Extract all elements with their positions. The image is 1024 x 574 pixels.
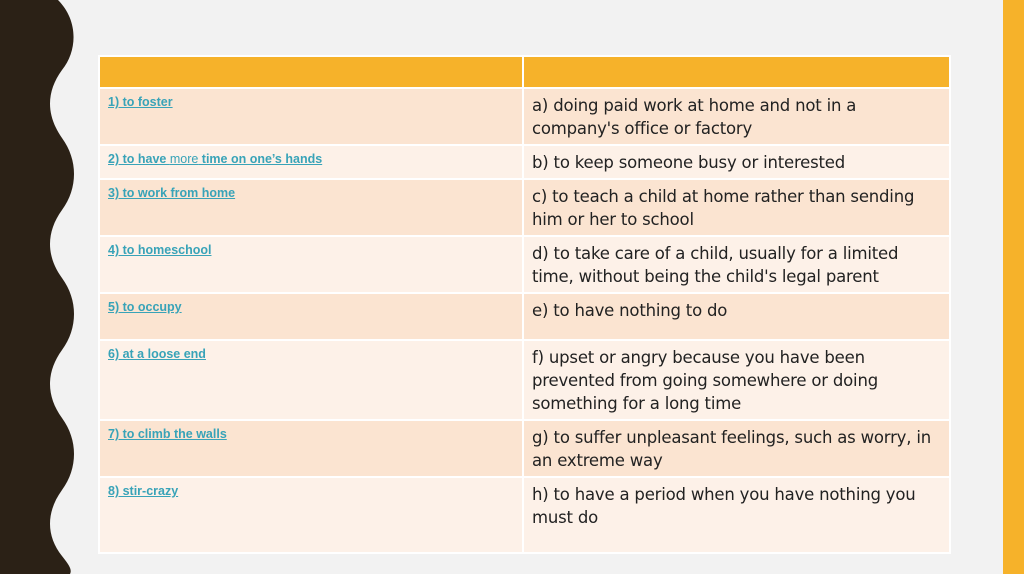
table-row [99,145,950,179]
term-link[interactable]: 1) to foster [108,95,173,109]
table-row [99,236,950,293]
definition-text: f) upset or angry because you have been prevented from going somewhere or doing something for a long time [532,348,878,413]
definition-text: d) to take care of a child, usually for a limited time, without being the child's legal parent [532,244,899,286]
term-link[interactable]: 6) at a loose end [108,347,206,361]
table-row [99,88,950,145]
definition-text: b) to keep someone busy or interested [532,153,846,172]
term-part: time on one’s hands [198,152,323,166]
accent-side-bar [1003,0,1024,574]
definition-text: a) doing paid work at home and not in a company's office or factory [532,96,857,138]
header-cell-left [99,56,523,88]
table-row [99,340,950,420]
term-link[interactable]: 4) to homeschool [108,243,212,257]
header-cell-right [523,56,950,88]
term-link[interactable]: 8) stir-crazy [108,484,179,498]
table-header-row [99,56,950,88]
table-row [99,179,950,236]
term-link[interactable] [100,146,522,166]
definition-text: h) to have a period when you have nothing you must do [532,485,916,527]
term-part: more [169,152,199,166]
vocabulary-matching-table [98,55,951,554]
table-row [99,420,950,477]
term-link[interactable]: 3) to work from home [108,186,236,200]
term-link[interactable]: 5) to occupy [108,300,182,314]
definition-text: g) to suffer unpleasant feelings, such as worry, in an extreme way [532,428,931,470]
term-link[interactable]: 7) to climb the walls [108,427,227,441]
wavy-dark-band [0,0,80,574]
definition-text: e) to have nothing to do [532,301,728,320]
table-row [99,293,950,340]
definition-text: c) to teach a child at home rather than sending him or her to school [532,187,915,229]
table-row [99,477,950,553]
term-part: 2) to have [108,152,170,166]
